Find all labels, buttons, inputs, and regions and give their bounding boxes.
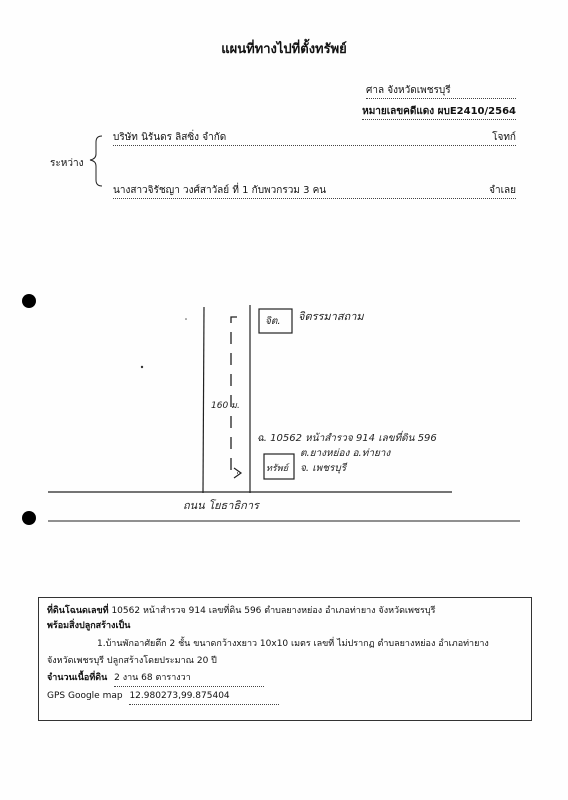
area-row	[47, 672, 264, 687]
defendant-role: จำเลย	[489, 185, 516, 196]
page-title: แผนที่ทางไปที่ตั้งทรัพย์	[221, 42, 347, 57]
court-box-label: จิต.	[265, 316, 281, 327]
deed-row	[47, 605, 435, 619]
area-value: 2 งาน 68 ตารางวา	[114, 672, 264, 687]
defendant-line	[113, 183, 516, 199]
area-label: จำนวนเนื้อที่ดิน	[47, 673, 108, 683]
brace	[88, 132, 108, 192]
between-label: ระหว่าง	[50, 158, 84, 169]
gps-row	[47, 690, 279, 705]
building-line-2: จังหวัดเพชรบุรี ปลูกสร้างโดยประมาณ 20 ปี	[47, 656, 217, 666]
building-line-1: 1.บ้านพักอาศัยตึก 2 ชั้น ขนาดกว้างxยาว 10x10 เมตร เลขที่ ไม่ปรากฏ ตำบลยางหย่อง อำเภอท่ายาง	[97, 639, 489, 649]
defendant-name: นางสาวจิรัชญา วงศ์สาวัลย์ ที่ 1 กับพวกรวม 3 คน	[113, 185, 327, 196]
building-label: พร้อมสิ่งปลูกสร้างเป็น	[47, 621, 131, 631]
plaintiff-line	[113, 130, 516, 146]
court-label: จิตรรมาสถาม	[298, 310, 364, 323]
parcel-line-1: ฉ. 10562 หน้าสำรวจ 914 เลขที่ดิน 596	[257, 433, 437, 444]
location-map	[0, 295, 568, 530]
property-box-label: ทรัพย์	[266, 464, 288, 474]
plaintiff-name: บริษัท นิรันดร ลิสซิ่ง จำกัด	[113, 132, 227, 143]
parcel-line-3: จ. เพชรบุรี	[300, 463, 347, 474]
parcel-line-2: ต.ยางหย่อง อ.ท่ายาง	[300, 448, 391, 459]
property-info-box	[38, 597, 532, 721]
gps-label: GPS Google map	[47, 691, 123, 701]
gps-value: 12.980273,99.875404	[129, 690, 279, 705]
court-name: ศาล จังหวัดเพชรบุรี	[366, 83, 516, 99]
deed-value: 10562 หน้าสำรวจ 914 เลขที่ดิน 596 ตำบลยางหย่อง อำเภอท่ายาง จังหวัดเพชรบุรี	[111, 606, 436, 616]
deed-label: ที่ดินโฉนดเลขที่	[47, 606, 109, 616]
case-number: หมายเลขคดีแดง ผบE2410/2564	[362, 104, 516, 120]
road-label: ถนน โยธาธิการ	[183, 499, 259, 512]
distance-label: 160 ม.	[211, 401, 240, 411]
plaintiff-role: โจทก์	[492, 132, 516, 143]
